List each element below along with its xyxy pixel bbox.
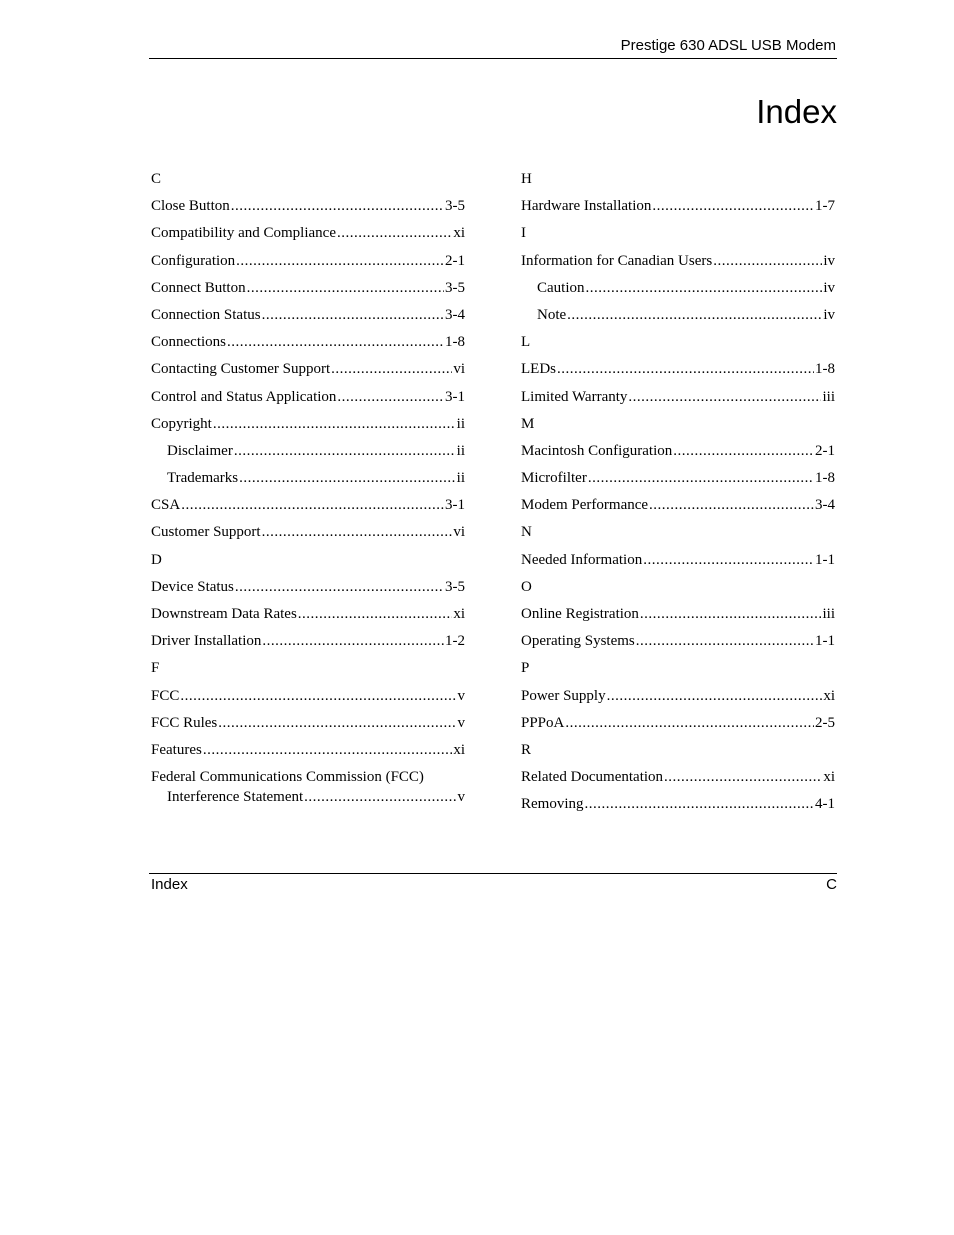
- index-column-left: [151, 168, 465, 811]
- index-term: FCC Rules: [151, 714, 218, 731]
- page-title: Index: [756, 93, 837, 130]
- index-page-ref: 3-5: [445, 279, 465, 296]
- leader-dots: [649, 495, 814, 516]
- index-term: Removing: [521, 796, 584, 813]
- index-letter-heading: F: [151, 660, 160, 677]
- leader-dots: [331, 359, 452, 380]
- index-letter-heading: L: [521, 334, 531, 351]
- index-page-ref: 3-5: [445, 198, 465, 215]
- index-subentry: [151, 440, 465, 467]
- leader-dots: [557, 359, 814, 380]
- index-term: Microfilter: [521, 470, 587, 487]
- index-term: Modem Performance: [521, 497, 649, 514]
- index-term: CSA: [151, 497, 181, 514]
- index-entry: [151, 195, 465, 222]
- index-entry: [151, 521, 465, 548]
- index-letter-heading: H: [521, 171, 532, 187]
- index-letter-heading: M: [521, 415, 535, 432]
- index-page-ref: 3-1: [445, 388, 465, 405]
- index-page-ref: 1-1: [815, 633, 835, 650]
- leader-dots: [636, 631, 814, 652]
- index-page-ref: ii: [456, 442, 465, 459]
- index-page-ref: 3-5: [445, 578, 465, 595]
- leader-dots: [586, 278, 823, 299]
- index-page-ref: xi: [823, 687, 835, 704]
- index-page-ref: xi: [453, 225, 465, 242]
- index-entry: [151, 222, 465, 249]
- leader-dots: [234, 441, 456, 462]
- index-column-right: [521, 168, 835, 821]
- leader-dots: [588, 468, 814, 489]
- index-term: Caution: [537, 279, 585, 296]
- index-entry: [521, 712, 835, 739]
- index-entry: [151, 685, 465, 712]
- index-page-ref: 1-1: [815, 551, 835, 568]
- index-term: Disclaimer: [167, 442, 233, 459]
- index-entry: [521, 250, 835, 277]
- index-entry: [151, 331, 465, 358]
- index-page-ref: ii: [456, 470, 465, 487]
- leader-dots: [664, 767, 822, 788]
- leader-dots: [203, 740, 453, 761]
- leader-dots: [180, 686, 456, 707]
- index-entry: [151, 358, 465, 385]
- index-term-line2: Interference Statement: [167, 789, 304, 806]
- index-entry: [151, 576, 465, 603]
- index-entry: [521, 793, 835, 820]
- index-entry: [521, 685, 835, 712]
- index-letter-heading: D: [151, 551, 162, 568]
- index-entry: [521, 549, 835, 576]
- leader-dots: [298, 604, 453, 625]
- leader-dots: [304, 788, 456, 806]
- index-term: FCC: [151, 687, 180, 704]
- page-header: [149, 36, 837, 59]
- index-page-ref: iii: [822, 606, 835, 622]
- leader-dots: [231, 196, 444, 217]
- index-entry: [151, 494, 465, 521]
- index-term: Note: [537, 306, 567, 323]
- leader-dots: [262, 631, 444, 652]
- leader-dots: [607, 686, 823, 707]
- index-page-ref: 2-5: [815, 714, 835, 731]
- page-footer: [149, 873, 837, 896]
- leader-dots: [640, 604, 822, 625]
- index-subentry: [521, 304, 835, 331]
- index-entry: [521, 603, 835, 630]
- index-term: Federal Communications Commission (FCC): [151, 769, 424, 786]
- index-term: Configuration: [151, 252, 236, 269]
- index-term: Power Supply: [521, 687, 606, 704]
- index-page-ref: vi: [453, 361, 465, 378]
- index-page-ref: iv: [823, 279, 835, 296]
- leader-dots: [565, 713, 814, 734]
- leader-dots: [239, 468, 456, 489]
- index-term: Online Registration: [521, 606, 639, 622]
- index-term: Device Status: [151, 578, 234, 595]
- leader-dots: [567, 305, 822, 326]
- index-term: Copyright: [151, 415, 212, 432]
- index-page-ref: vi: [453, 524, 465, 541]
- leader-dots: [628, 387, 821, 408]
- index-entry: [521, 195, 835, 222]
- index-entry: [151, 386, 465, 413]
- index-page-ref: 1-8: [815, 470, 835, 487]
- index-term: Customer Support: [151, 524, 261, 541]
- index-entry: [151, 413, 465, 440]
- leader-dots: [713, 251, 822, 272]
- index-page-ref: v: [457, 789, 465, 806]
- index-page-ref: v: [457, 687, 465, 704]
- index-entry: [151, 603, 465, 630]
- index-letter-heading: C: [151, 171, 162, 187]
- footer-section: Index: [151, 876, 188, 893]
- index-entry: [151, 630, 465, 657]
- leader-dots: [652, 196, 814, 217]
- index-entry: [521, 630, 835, 657]
- index-page-ref: 2-1: [445, 252, 465, 269]
- index-term: Macintosh Configuration: [521, 442, 673, 459]
- index-term: Connect Button: [151, 279, 246, 296]
- index-page-ref: 1-8: [815, 361, 835, 378]
- leader-dots: [262, 305, 444, 326]
- index-entry: [151, 739, 465, 766]
- index-term: Connections: [151, 334, 226, 351]
- index-page-ref: ii: [456, 415, 465, 432]
- index-page-ref: 3-4: [445, 306, 465, 323]
- leader-dots: [235, 577, 444, 598]
- index-page-ref: v: [457, 714, 465, 731]
- index-term: Information for Canadian Users: [521, 252, 713, 269]
- index-letter-heading: O: [521, 578, 532, 595]
- index-entry: [151, 766, 465, 811]
- leader-dots: [227, 332, 444, 353]
- index-entry: [151, 250, 465, 277]
- index-term: Features: [151, 741, 202, 758]
- leader-dots: [643, 550, 814, 571]
- index-term: Connection Status: [151, 306, 261, 323]
- leader-dots: [218, 713, 456, 734]
- leader-dots: [673, 441, 814, 462]
- index-entry: [151, 304, 465, 331]
- index-term: LEDs: [521, 361, 556, 378]
- index-page-ref: 2-1: [815, 442, 835, 459]
- index-page-ref: 1-7: [815, 198, 835, 215]
- index-term: Downstream Data Rates: [151, 606, 297, 622]
- leader-dots: [236, 251, 444, 272]
- index-term: Control and Status Application: [151, 388, 337, 405]
- leader-dots: [585, 794, 815, 815]
- index-page-ref: 1-2: [445, 633, 465, 650]
- index-page-ref: 1-8: [445, 334, 465, 351]
- index-term-continued: [151, 788, 465, 806]
- index-entry: [521, 766, 835, 793]
- leader-dots: [262, 522, 453, 543]
- leader-dots: [181, 495, 444, 516]
- index-term: Limited Warranty: [521, 388, 628, 405]
- leader-dots: [213, 414, 456, 435]
- index-entry: [521, 386, 835, 413]
- index-entry: [521, 440, 835, 467]
- index-term: Related Documentation: [521, 769, 664, 786]
- index-letter-heading: I: [521, 225, 526, 242]
- index-term: Driver Installation: [151, 633, 262, 650]
- leader-dots: [247, 278, 444, 299]
- index-term: Operating Systems: [521, 633, 635, 650]
- index-term: Needed Information: [521, 551, 643, 568]
- index-term: Compatibility and Compliance: [151, 225, 336, 242]
- index-page-ref: 4-1: [815, 796, 835, 813]
- index-letter-heading: P: [521, 660, 530, 677]
- index-page-ref: xi: [453, 741, 465, 758]
- index-entry: [521, 467, 835, 494]
- index-page-ref: iv: [823, 306, 835, 323]
- index-term: Close Button: [151, 198, 230, 215]
- footer-page-number: C: [826, 876, 837, 893]
- index-page-ref: xi: [453, 606, 465, 622]
- index-page-ref: 3-4: [815, 497, 835, 514]
- index-term: Contacting Customer Support: [151, 361, 331, 378]
- index-entry: [151, 277, 465, 304]
- index-letter-heading: N: [521, 524, 532, 541]
- index-term: Hardware Installation: [521, 198, 652, 215]
- index-entry: [521, 494, 835, 521]
- index-entry: [151, 712, 465, 739]
- index-entry: [521, 358, 835, 385]
- index-page-ref: 3-1: [445, 497, 465, 514]
- index-term: PPPoA: [521, 714, 565, 731]
- leader-dots: [337, 387, 444, 408]
- index-term: Trademarks: [167, 470, 239, 487]
- header-product-name: Prestige 630 ADSL USB Modem: [620, 37, 836, 54]
- index-page-ref: iii: [822, 388, 835, 405]
- index-subentry: [521, 277, 835, 304]
- leader-dots: [337, 223, 452, 244]
- index-letter-heading: R: [521, 741, 532, 758]
- index-subentry: [151, 467, 465, 494]
- index-page-ref: iv: [823, 252, 835, 269]
- index-page-ref: xi: [823, 769, 835, 786]
